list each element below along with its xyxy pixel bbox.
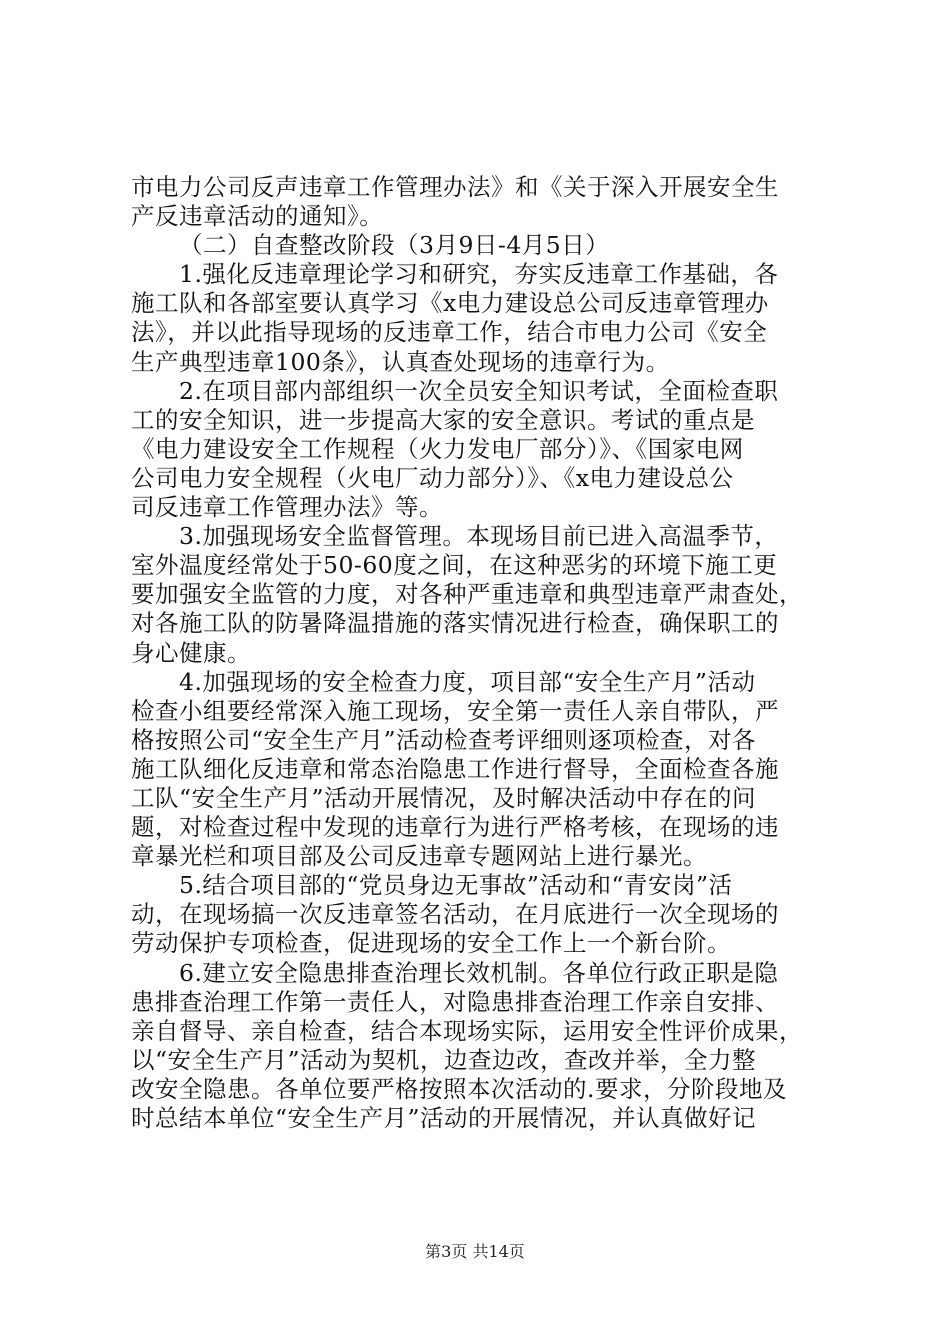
text-line: 对各施工队的防暑降温措施的落实情况进行检查，确保职工的: [131, 609, 779, 638]
section-heading: （二）自查整改阶段（3月9日-4月5日）: [179, 231, 610, 260]
paragraph-start: 1.强化反违章理论学习和研究，夯实反违章工作基础，各: [179, 260, 779, 289]
text-line: 要加强安全监管的力度，对各种严重违章和典型违章严肃查处，: [131, 580, 803, 609]
text-line: 劳动保护专项检查，促进现场的安全工作上一个新台阶。: [131, 929, 731, 958]
text-line: 施工队和各部室要认真学习《x电力建设总公司反违章管理办: [131, 289, 769, 318]
paragraph-start: 6.建立安全隐患排查治理长效机制。各单位行政正职是隐: [179, 958, 779, 987]
text-line: 患排查治理工作第一责任人，对隐患排查治理工作亲自安排、: [131, 987, 779, 1016]
text-line: 公司电力安全规程（火电厂动力部分）》、《x电力建设总公: [131, 463, 734, 492]
text-line: 生产典型违章100条》，认真查处现场的违章行为。: [131, 347, 670, 376]
text-line: 市电力公司反声违章工作管理办法》和《关于深入开展安全生: [131, 173, 779, 201]
text-line: 以“安全生产月”活动为契机，边查边改，查改并举，全力整: [131, 1045, 757, 1074]
text-line: 改安全隐患。各单位要严格按照本次活动的.要求，分阶段地及: [131, 1074, 787, 1103]
text-line: 室外温度经常处于50-60度之间，在这种恶劣的环境下施工更: [131, 551, 778, 580]
text-line: 工队“安全生产月”活动开展情况，及时解决活动中存在的问: [131, 783, 757, 812]
text-line: 动，在现场搞一次反违章签名活动，在月底进行一次全现场的: [131, 900, 779, 929]
paragraph-start: 2.在项目部内部组织一次全员安全知识考试，全面检查职: [179, 376, 779, 405]
paragraph-start: 5.结合项目部的“党员身边无事故”活动和“青安岗”活: [179, 871, 733, 900]
text-line: 身心健康。: [131, 638, 251, 667]
text-line: 产反违章活动的通知》。: [131, 202, 384, 231]
document-body: [131, 173, 831, 1133]
paragraph-start: 4.加强现场的安全检查力度，项目部“安全生产月”活动: [179, 667, 756, 696]
text-line: 章暴光栏和项目部及公司反违章专题网站上进行暴光。: [131, 842, 707, 871]
text-line: 亲自督导、亲自检查，结合本现场实际，运用安全性评价成果，: [131, 1016, 803, 1045]
text-line: 题，对检查过程中发现的违章行为进行严格考核，在现场的违: [131, 813, 779, 842]
text-line: 时总结本单位“安全生产月”活动的开展情况，并认真做好记: [131, 1104, 757, 1132]
text-line: 检查小组要经常深入施工现场，安全第一责任人亲自带队，严: [131, 696, 779, 725]
text-line: 司反违章工作管理办法》等。: [131, 493, 443, 522]
text-line: 法》，并以此指导现场的反违章工作，结合市电力公司《安全: [131, 318, 768, 347]
text-line: 格按照公司“安全生产月”活动检查考评细则逐项检查，对各: [131, 725, 757, 754]
text-line: 《电力建设安全工作规程（火力发电厂部分）》、《国家电网: [131, 434, 744, 463]
text-line: 工的安全知识，进一步提高大家的安全意识。考试的重点是: [131, 405, 755, 434]
text-line: 施工队细化反违章和常态治隐患工作进行督导，全面检查各施: [131, 754, 779, 783]
paragraph-start: 3.加强现场安全监督管理。本现场目前已进入高温季节，: [179, 522, 779, 551]
page-number-footer: 第3页 共14页: [425, 1242, 525, 1261]
